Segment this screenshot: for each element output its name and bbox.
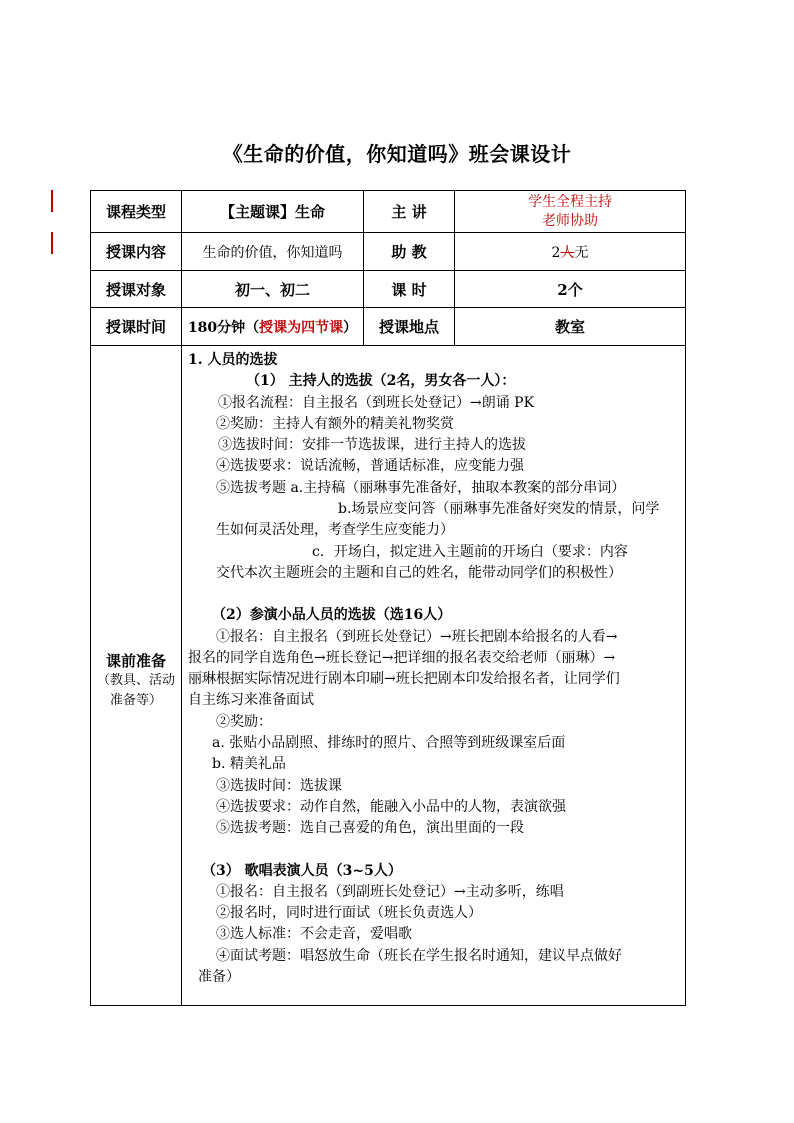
list-item: ①报名流程：自主报名（到班长处登记）→朗诵 PK — [218, 394, 535, 411]
list-item: 报名的同学自选角色→班长登记→把详细的报名表交给老师（丽琳）→ — [188, 649, 616, 666]
list-item: 交代本次主题班会的主题和自己的姓名，能带动同学们的积极性） — [216, 564, 622, 581]
prep-content — [188, 350, 679, 988]
list-item: ④选拔要求：动作自然，能融入小品中的人物，表演欲强 — [216, 798, 566, 815]
table-row — [91, 271, 686, 308]
list-item: a. 张贴小品剧照、排练时的照片、合照等到班级课室后面 — [212, 735, 566, 752]
location-label: 授课地点 — [364, 308, 455, 346]
section-subtitle: （1） 主持人的选拔（2名，男女各一人）： — [246, 373, 516, 390]
time-close: ） — [343, 319, 358, 336]
time-duration: 180分钟（ — [187, 319, 260, 336]
table-row — [91, 233, 686, 271]
list-item: b. 精美礼品 — [212, 756, 286, 773]
list-item: 生如何灵活处理，考查学生应变能力） — [216, 522, 454, 539]
lecturer-line-2: 老师协助 — [542, 212, 598, 229]
prep-content-cell — [182, 346, 686, 1006]
list-item: c．开场白，拟定进入主题前的开场白（要求：内容 — [312, 543, 628, 560]
course-type-label: 课程类型 — [91, 191, 182, 233]
revision-mark — [51, 190, 53, 212]
list-item: 自主练习来准备面试 — [188, 692, 314, 709]
list-item: b.场景应变问答（丽琳事先准备好突发的情景，问学 — [338, 501, 660, 518]
list-item: ③选拔时间：安排一节选拔课，进行主持人的选拔 — [218, 437, 526, 454]
audience-label: 授课对象 — [91, 271, 182, 308]
assistant-count: 2 — [551, 244, 561, 261]
audience-value: 初一、初二 — [182, 271, 364, 308]
list-item: 准备） — [198, 969, 240, 986]
course-type-value: 【主题课】生命 — [182, 191, 364, 233]
table-row — [91, 191, 686, 233]
list-item: ②奖励：主持人有额外的精美礼物奖赏 — [216, 415, 454, 432]
assistant-none: 无 — [574, 244, 589, 261]
table-row — [91, 308, 686, 346]
list-item: ②奖励： — [216, 713, 272, 730]
section-title: 1. 人员的选拔 — [188, 352, 278, 368]
content-label: 授课内容 — [91, 233, 182, 271]
list-item: 丽琳根据实际情况进行剧本印刷→班长把剧本印发给报名者，让同学们 — [188, 671, 620, 688]
hours-label: 课 时 — [364, 271, 455, 308]
location-value: 教室 — [455, 308, 686, 346]
list-item: ③选拔时间：选拔课 — [216, 777, 342, 794]
list-item: ⑤选拔考题：选自己喜爱的角色，演出里面的一段 — [216, 820, 524, 837]
list-item: ⑤选拔考题 a.主持稿（丽琳事先准备好，抽取本教案的部分串词） — [216, 479, 626, 496]
table-row — [91, 346, 686, 1006]
lecturer-label: 主 讲 — [364, 191, 455, 233]
prep-label-cell — [91, 346, 182, 1006]
lesson-plan-table — [90, 190, 686, 1006]
content-value: 生命的价值，你知道吗 — [182, 233, 364, 271]
revision-mark — [51, 232, 53, 254]
assistant-label: 助 教 — [364, 233, 455, 271]
list-item: ④选拔要求：说话流畅，普通话标准，应变能力强 — [216, 458, 524, 475]
list-item: ①报名：自主报名（到副班长处登记）→主动多听，练唱 — [216, 883, 564, 900]
time-value — [182, 308, 364, 346]
list-item: ④面试考题：唱怒放生命（班长在学生报名时通知，建议早点做好 — [216, 947, 622, 964]
prep-label: 课前准备 — [105, 652, 166, 670]
list-item: ②报名时，同时进行面试（班长负责选人） — [216, 905, 482, 922]
list-item: ③选人标准：不会走音，爱唱歌 — [216, 926, 412, 943]
lecturer-line-1: 学生全程主持 — [528, 193, 612, 210]
hours-value: 2个 — [455, 271, 686, 308]
time-sessions: 授课为四节课 — [259, 319, 344, 336]
assistant-unit: 人 — [560, 244, 575, 261]
assistant-value — [455, 233, 686, 271]
section-title: （2）参演小品人员的选拔（选16人） — [212, 607, 452, 624]
time-label: 授课时间 — [91, 308, 182, 346]
list-item: ①报名：自主报名（到班长处登记）→班长把剧本给报名的人看→ — [216, 628, 618, 645]
prep-sublabel: （教具、活动准备等） — [96, 673, 175, 708]
section-title: （3） 歌唱表演人员（3~5人） — [202, 862, 402, 879]
document-title: 《生命的价值，你知道吗》班会课设计 — [222, 142, 572, 166]
lecturer-value — [455, 191, 686, 233]
